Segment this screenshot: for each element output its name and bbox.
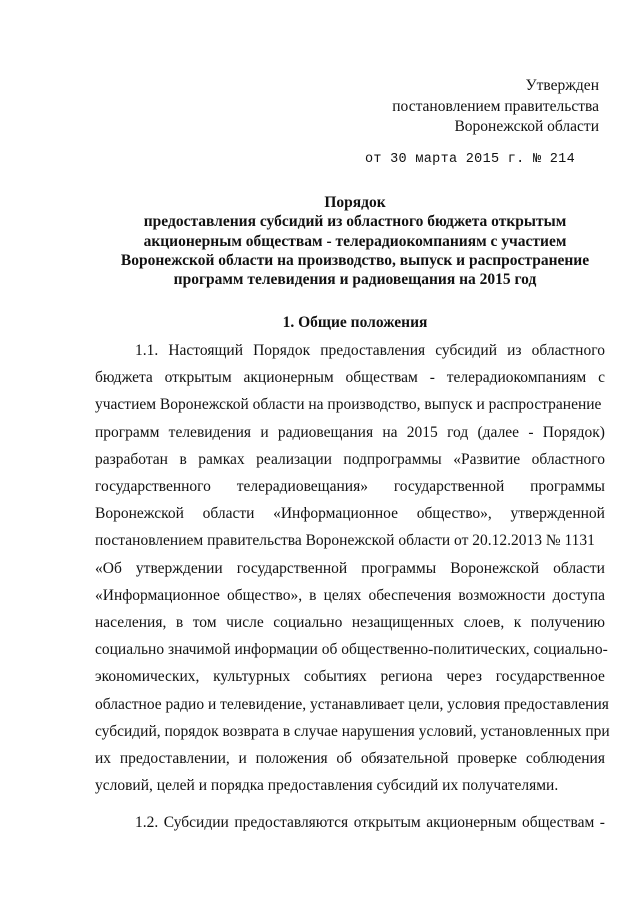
text-line [95, 555, 605, 582]
paragraph-1-2 [95, 809, 605, 836]
text-word: предоставлении, [119, 750, 230, 768]
text-line [95, 745, 605, 772]
text-word: областного [531, 450, 605, 468]
text-word: получению [530, 614, 605, 632]
text-word: с [598, 369, 605, 387]
text-word: телерадиовещания» [236, 478, 368, 496]
text-word: на [382, 423, 398, 441]
text-word: областное радио и телевидение, устанавливает цели, условия предоставления [95, 695, 609, 713]
text-word: доступа [552, 586, 605, 604]
text-word: обеспечения [368, 586, 452, 604]
text-line [95, 663, 605, 690]
text-word: акционерным [243, 369, 334, 387]
title-line: Воронежской области на производство, выпуск и распространение [120, 251, 590, 269]
text-word: подпрограммы [343, 450, 442, 468]
text-line [95, 582, 605, 609]
text-word: Порядок [253, 342, 311, 359]
approval-line-approved: Утвержден [525, 77, 599, 94]
paragraph-1-1 [95, 337, 610, 799]
text-word: рамках [198, 450, 245, 468]
document-title [100, 193, 610, 289]
text-word: в [179, 450, 187, 468]
approval-block [365, 76, 599, 170]
text-word: телерадиокомпаниям [446, 369, 587, 387]
text-word: социально [273, 614, 343, 632]
text-word: областного [531, 342, 605, 359]
text-word: - [599, 814, 605, 832]
title-line: предоставления субсидий из областного бюджета открытым [143, 213, 567, 231]
body-text [95, 337, 610, 837]
text-word: «Развитие [453, 450, 521, 468]
title-line: акционерным обществам - телерадиокомпаниям с участием [143, 232, 567, 250]
text-word: области [202, 505, 255, 523]
text-word: государственное [495, 668, 605, 686]
text-word: субсидий, порядок возврата в случае нарушения условий, установленных при [95, 722, 610, 740]
text-word: и [260, 423, 269, 441]
text-word: их [95, 750, 112, 768]
text-line [95, 718, 610, 745]
text-word: числе [226, 614, 264, 632]
text-word: программы [530, 478, 605, 496]
text-word: утверждении [135, 559, 223, 577]
text-word: разработан [95, 450, 168, 468]
text-line [95, 500, 605, 527]
text-word: проверке [457, 750, 518, 768]
text-line [95, 391, 605, 418]
text-word: об [336, 750, 353, 768]
text-line [95, 772, 605, 799]
text-word: субсидий [435, 342, 498, 359]
text-word: открытым [353, 814, 421, 832]
text-line [95, 527, 605, 554]
text-word: предоставляются [234, 814, 349, 832]
text-word: Порядок) [542, 423, 605, 441]
text-word: «Информационное [273, 505, 398, 523]
text-word: условий, целей и порядка предоставления субсидий их получателями. [95, 777, 559, 795]
text-word: утвержденной [510, 505, 605, 523]
approval-line-region: Воронежской области [454, 118, 599, 135]
text-word: 1.2. [135, 814, 159, 832]
text-word: радиовещания [277, 423, 374, 441]
text-word: в [175, 614, 184, 632]
text-word: слоев, [463, 614, 505, 632]
text-word: открытым [164, 369, 232, 387]
text-word: к [513, 614, 522, 632]
section-heading: 1. Общие положения [282, 314, 428, 331]
text-word: общество», [226, 586, 303, 604]
text-line [95, 364, 605, 391]
text-word: событиях [303, 668, 367, 686]
text-word: постановлением правительства Воронежской области от 20.12.2013 № 1131 [95, 532, 595, 550]
text-word: бюджета [95, 369, 153, 387]
text-word: обществам [521, 814, 595, 832]
text-word: незащищенных [351, 614, 455, 632]
text-word: акционерным [426, 814, 517, 832]
text-word: - [429, 369, 435, 387]
text-word: через [446, 668, 482, 686]
text-word: региона [380, 668, 433, 686]
text-word: реализации [256, 450, 332, 468]
text-word: государственного [95, 478, 211, 496]
text-line [95, 691, 609, 718]
text-word: Воронежской [95, 505, 184, 523]
text-word: положения [255, 750, 328, 768]
title-line: Порядок [324, 194, 386, 211]
text-word: населения, [95, 614, 167, 632]
text-word: социально значимой информации об общественно-политических, социально- [95, 641, 608, 659]
text-line [95, 446, 605, 473]
text-line [95, 473, 605, 500]
text-word: экономических, [95, 668, 200, 686]
text-word: государственной [393, 478, 505, 496]
text-line [95, 337, 605, 364]
text-word: и [238, 750, 247, 768]
text-word: области [553, 559, 605, 577]
approval-line-resolution: постановлением правительства [392, 97, 599, 115]
text-word: общество», [416, 505, 492, 523]
text-word: Субсидии [163, 814, 229, 832]
text-word: предоставления [320, 342, 426, 359]
text-word: обязательной [360, 750, 449, 768]
text-word: - [528, 423, 534, 441]
text-word: 1.1. [135, 342, 159, 359]
text-word: государственной [236, 559, 348, 577]
title-line: программ телевидения и радиовещания на 2015 год [173, 271, 537, 289]
text-word: телевидения [168, 423, 252, 441]
text-word: (далее [477, 423, 520, 441]
text-word: том [192, 614, 217, 632]
text-word: возможности [458, 586, 546, 604]
text-word: 2015 [406, 423, 438, 441]
text-word: программы [361, 559, 437, 577]
text-line [95, 419, 605, 446]
text-word: «Об [95, 559, 122, 577]
text-word: участием Воронежской области на производство, выпуск и распространение [95, 396, 602, 414]
text-line [95, 609, 605, 636]
text-line [95, 636, 608, 663]
text-word: программ [95, 423, 160, 441]
decree-date-number: от 30 марта 2015 г. № 214 [364, 151, 575, 167]
text-word: в [309, 586, 317, 604]
text-line [95, 809, 605, 836]
text-word: соблюдения [525, 750, 605, 768]
text-word: обществам [345, 369, 418, 387]
text-word: из [507, 342, 522, 359]
text-word: «Информационное [95, 586, 220, 604]
text-word: Настоящий [168, 342, 243, 359]
text-word: целях [323, 586, 362, 604]
text-word: год [447, 423, 469, 441]
text-word: Воронежской [450, 559, 540, 577]
text-word: культурных [213, 668, 291, 686]
